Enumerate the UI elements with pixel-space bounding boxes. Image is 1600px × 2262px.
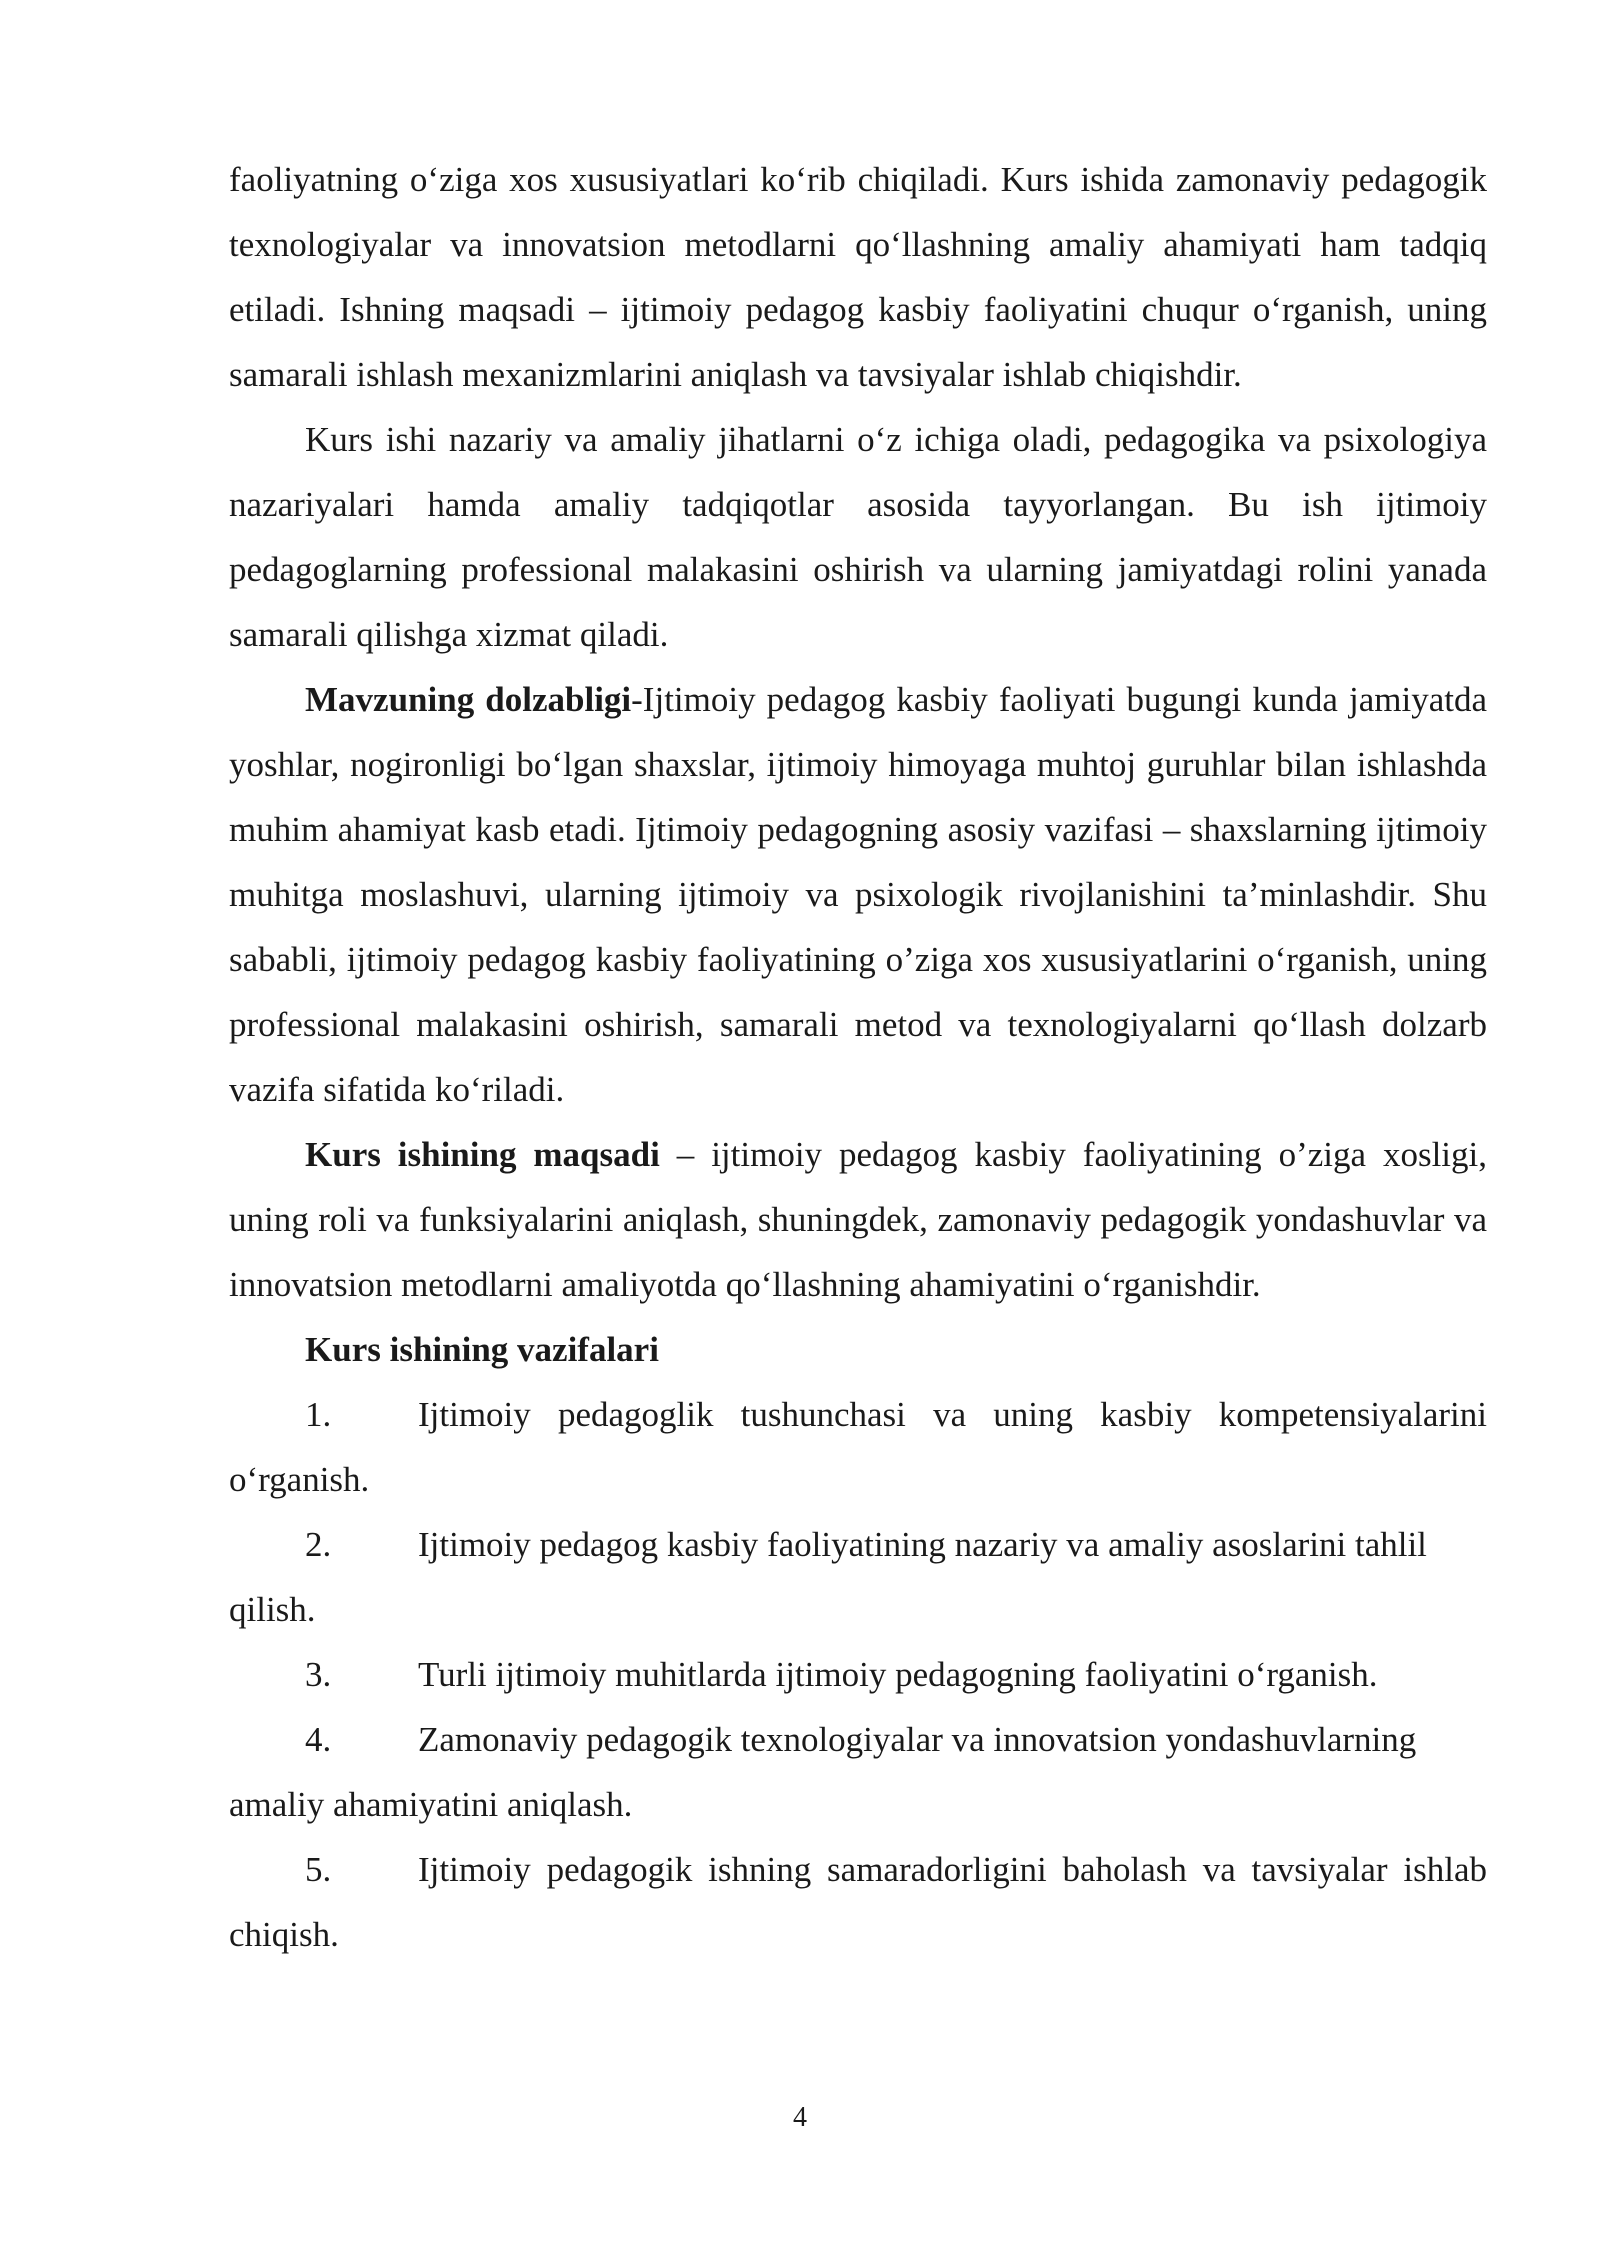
list-item-text: Ijtimoiy pedagoglik tushunchasi va uning kasbiy kompetensiyalarini o‘rganish. — [229, 1395, 1487, 1499]
paragraph-relevance — [229, 667, 1487, 1122]
list-item-text: Ijtimoiy pedagogik ishning samaradorligini baholash va tavsiyalar ishlab chiqish. — [229, 1850, 1487, 1954]
list-item-number: 4. — [305, 1720, 332, 1759]
list-item — [229, 1707, 1487, 1837]
document-page — [229, 147, 1487, 1967]
list-item — [229, 1642, 1487, 1707]
list-item-text: Turli ijtimoiy muhitlarda ijtimoiy pedagogning faoliyatini o‘rganish. — [418, 1655, 1378, 1694]
list-item-text: Zamonaviy pedagogik texnologiyalar va innovatsion yondashuvlarning amaliy ahamiyatini aniqlash. — [229, 1720, 1417, 1824]
relevance-text: -Ijtimoiy pedagog kasbiy faoliyati bugungi kunda jamiyatda yoshlar, nogironligi bo‘lgan shaxslar, ijtimoiy himoyaga muhtoj guruhlar bilan ishlashda muhim ahamiyat kasb etadi. Ijtimoiy pedagogning asosiy vazifasi – shaxslarning ijtimoiy muhitga moslashuvi, ularning ijtimoiy va psixologik rivojlanishini ta’minlashdir. Shu sababli, ijtimoiy pedagog kasbiy faoliyatining o’ziga xos xususiyatlarini o‘rganish, uning professional malakasini oshirish, samarali metod va texnologiyalarni qo‘llash dolzarb vazifa sifatida ko‘riladi. — [229, 680, 1487, 1109]
list-item-number: 3. — [305, 1655, 332, 1694]
list-item-text: Ijtimoiy pedagog kasbiy faoliyatining nazariy va amaliy asoslarini tahlil qilish. — [229, 1525, 1427, 1629]
paragraph-course-scope: Kurs ishi nazariy va amaliy jihatlarni o‘z ichiga oladi, pedagogika va psixologiya nazariyalari hamda amaliy tadqiqotlar asosida tayyorlangan. Bu ish ijtimoiy pedagoglarning professional malakasini oshirish va ularning jamiyatdagi rolini yanada samarali qilishga xizmat qiladi. — [229, 420, 1487, 654]
paragraph-goal — [229, 1122, 1487, 1317]
page-number: 4 — [793, 2102, 807, 2133]
list-item-number: 1. — [305, 1395, 332, 1434]
list-item — [229, 1512, 1487, 1642]
list-item — [229, 1382, 1487, 1512]
list-item-number: 5. — [305, 1850, 332, 1889]
goal-text: – ijtimoiy pedagog kasbiy faoliyatining o’ziga xosligi, uning roli va funksiyalarini aniqlash, shuningdek, zamonaviy pedagogik yondashuvlar va innovatsion metodlarni amaliyotda qo‘llashning ahamiyatini o‘rganishdir. — [229, 1135, 1488, 1304]
relevance-heading: Mavzuning dolzabligi — [305, 680, 632, 719]
list-item-number: 2. — [305, 1525, 332, 1564]
paragraph-intro: faoliyatning o‘ziga xos xususiyatlari ko‘rib chiqiladi. Kurs ishida zamonaviy pedagogik texnologiyalar va innovatsion metodlarni qo‘llashning amaliy ahamiyati ham tadqiq etiladi. Ishning maqsadi – ijtimoiy pedagog kasbiy faoliyatini chuqur o‘rganish, uning samarali ishlash mexanizmlarini aniqlash va tavsiyalar ishlab chiqishdir. — [229, 160, 1487, 394]
tasks-heading: Kurs ishining vazifalari — [305, 1330, 659, 1369]
goal-heading: Kurs ishining maqsadi — [305, 1135, 660, 1174]
list-item — [229, 1837, 1487, 1967]
